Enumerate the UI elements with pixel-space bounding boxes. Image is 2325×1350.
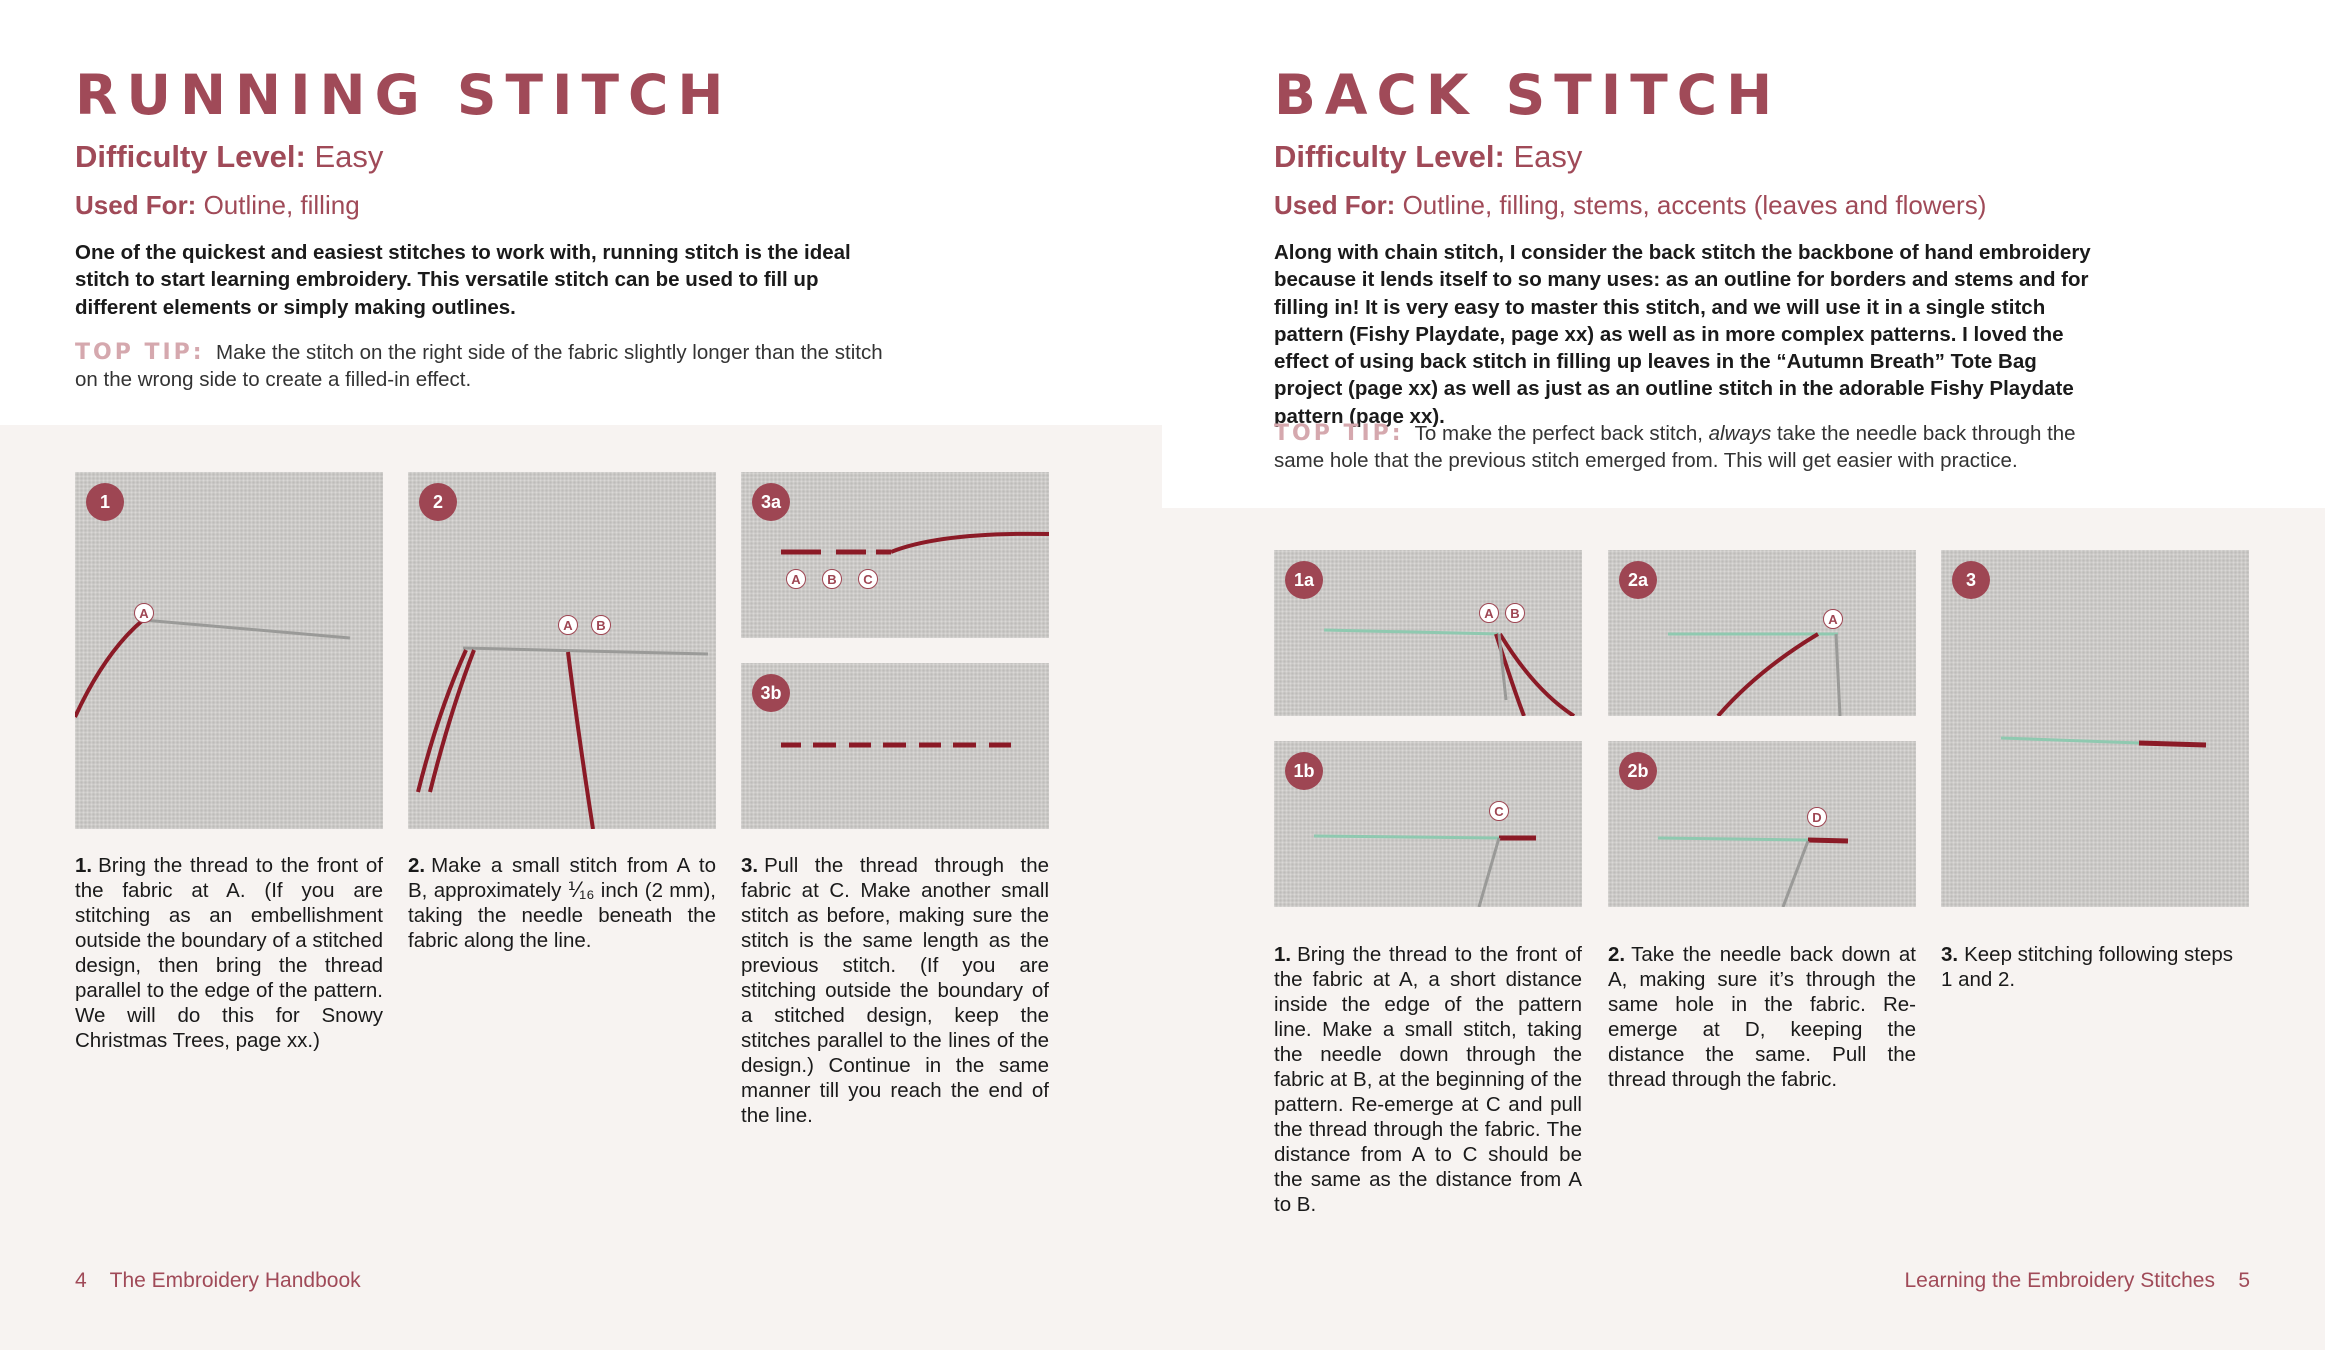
- step-badge: 3: [1952, 561, 1990, 599]
- used-for-label: Used For:: [1274, 190, 1396, 220]
- back-difficulty: [1274, 141, 1582, 172]
- step-text: Keep stitching following steps 1 and 2.: [1941, 943, 2234, 991]
- point-d-marker: D: [1807, 807, 1827, 827]
- chapter-title: Learning the Embroidery Stitches: [1904, 1269, 2215, 1292]
- back-step-1-text: [1274, 942, 1582, 1217]
- running-step-2-text: [408, 853, 716, 953]
- page-number: 5: [2238, 1269, 2250, 1292]
- step-text: Take the needle back down at A, making sure it’s through the same hole in the fabric. Re-emerge at D, keeping the distance the same. Pull the thread through the fabric.: [1608, 943, 1916, 1091]
- step-number: 2.: [1608, 943, 1626, 966]
- point-b-marker: B: [822, 569, 842, 589]
- running-difficulty: [75, 141, 383, 172]
- point-a-marker: A: [558, 615, 578, 635]
- top-tip-text: Make the stitch on the right side of the fabric slightly longer than the stitch on the wrong side to create a filled-in effect.: [75, 341, 883, 391]
- step-number: 2.: [408, 854, 426, 877]
- step-badge: 2: [419, 483, 457, 521]
- step-number: 1.: [1274, 943, 1292, 966]
- top-tip-text-before: To make the perfect back stitch,: [1414, 422, 1709, 445]
- top-tip-text-after: take the needle back through the same hole that the previous stitch emerged from. This will get easier with practice.: [1274, 422, 2076, 472]
- step-badge: 1a: [1285, 561, 1323, 599]
- back-stitch-title: BACK STITCH: [1274, 63, 1782, 127]
- back-used-for: [1274, 192, 1986, 218]
- point-b-marker: B: [1505, 603, 1525, 623]
- book-title: The Embroidery Handbook: [109, 1269, 361, 1292]
- running-used-for: [75, 192, 360, 218]
- step-number: 3.: [741, 854, 759, 877]
- step-badge: 2a: [1619, 561, 1657, 599]
- step-text: Bring the thread to the front of the fabric at A. (If you are stitching as an embellishment outside the boundary of a stitched design, then bring the thread parallel to the edge of the pattern. We will do this for Snowy Christmas Trees, page xx.): [75, 854, 383, 1052]
- running-step-3-text: [741, 853, 1049, 1128]
- running-step-3a-photo: [741, 472, 1049, 638]
- difficulty-value: Easy: [314, 139, 384, 174]
- top-tip-text-emphasis: always: [1708, 422, 1772, 445]
- running-step-1-text: [75, 853, 383, 1053]
- point-c-marker: C: [1489, 801, 1509, 821]
- used-for-label: Used For:: [75, 190, 197, 220]
- running-step-1-photo: [75, 472, 383, 829]
- left-footer: [75, 1270, 361, 1291]
- step-badge: 3a: [752, 483, 790, 521]
- right-footer: [1904, 1270, 2250, 1291]
- difficulty-label: Difficulty Level:: [1274, 139, 1505, 174]
- step-badge: 1: [86, 483, 124, 521]
- used-for-value: Outline, filling, stems, accents (leaves and flowers): [1402, 190, 1987, 220]
- running-step-3b-photo: [741, 663, 1049, 829]
- point-a-marker: A: [1823, 609, 1843, 629]
- back-step-2-text: [1608, 942, 1916, 1092]
- top-tip-label: TOP TIP:: [75, 340, 205, 365]
- step-text: Bring the thread to the front of the fabric at A, a short distance inside the edge of the pattern line. Make a small stitch, taking the needle down through the fabric at B, at the beginning of the pattern. Re-emerge at C and pull the thread through the fabric. The distance from A to C should be the same as the distance from A to B.: [1274, 943, 1582, 1216]
- top-tip-label: TOP TIP:: [1274, 421, 1404, 446]
- page-number: 4: [75, 1269, 87, 1292]
- step-badge: 1b: [1285, 752, 1323, 790]
- difficulty-value: Easy: [1513, 139, 1583, 174]
- step-number: 1.: [75, 854, 93, 877]
- running-stitch-title: RUNNING STITCH: [75, 63, 733, 127]
- step-text: Make a small stitch from A to B, approximately ⅟₁₆ inch (2 mm), taking the needle beneath the fabric along the line.: [408, 854, 716, 952]
- point-a-marker: A: [134, 603, 154, 623]
- back-top-tip: [1274, 420, 2100, 474]
- point-a-marker: A: [786, 569, 806, 589]
- back-step-3-text: [1941, 942, 2249, 992]
- step-number: 3.: [1941, 943, 1959, 966]
- running-intro: One of the quickest and easiest stitches to work with, running stitch is the ideal stitch to start learning embroidery. This versatile stitch can be used to fill up different elements or simply making outlines.: [75, 241, 851, 319]
- point-a-marker: A: [1479, 603, 1499, 623]
- back-step-1b-photo: [1274, 741, 1582, 907]
- back-step-2a-photo: [1608, 550, 1916, 716]
- running-step-2-photo: [408, 472, 716, 829]
- back-intro: Along with chain stitch, I consider the back stitch the backbone of hand embroidery because it lends itself to so many uses: as an outline for borders and stems and for filling in! It is very easy to master this stitch, and we will use it in a single stitch pattern (Fishy Playdate, page xx) as well as in more complex patterns. I loved the effect of using back stitch in filling up leaves in the “Autumn Breath” Tote Bag project (page xx) as well as just as an outline stitch in the adorable Fishy Playdate pattern (page xx).: [1274, 241, 2091, 428]
- used-for-value: Outline, filling: [203, 190, 360, 220]
- step-text: Pull the thread through the fabric at C. Make another small stitch as before, making sure the stitch is the same length as the previous stitch. (If you are stitching outside the boundary of a stitched design, keep the stitches parallel to the lines of the design.) Continue in the same manner till you reach the end of the line.: [741, 854, 1049, 1127]
- step-badge: 3b: [752, 674, 790, 712]
- back-step-3-photo: [1941, 550, 2249, 907]
- step-badge: 2b: [1619, 752, 1657, 790]
- point-c-marker: C: [858, 569, 878, 589]
- back-step-2b-photo: [1608, 741, 1916, 907]
- back-step-1a-photo: [1274, 550, 1582, 716]
- difficulty-label: Difficulty Level:: [75, 139, 306, 174]
- running-top-tip: [75, 339, 901, 393]
- point-b-marker: B: [591, 615, 611, 635]
